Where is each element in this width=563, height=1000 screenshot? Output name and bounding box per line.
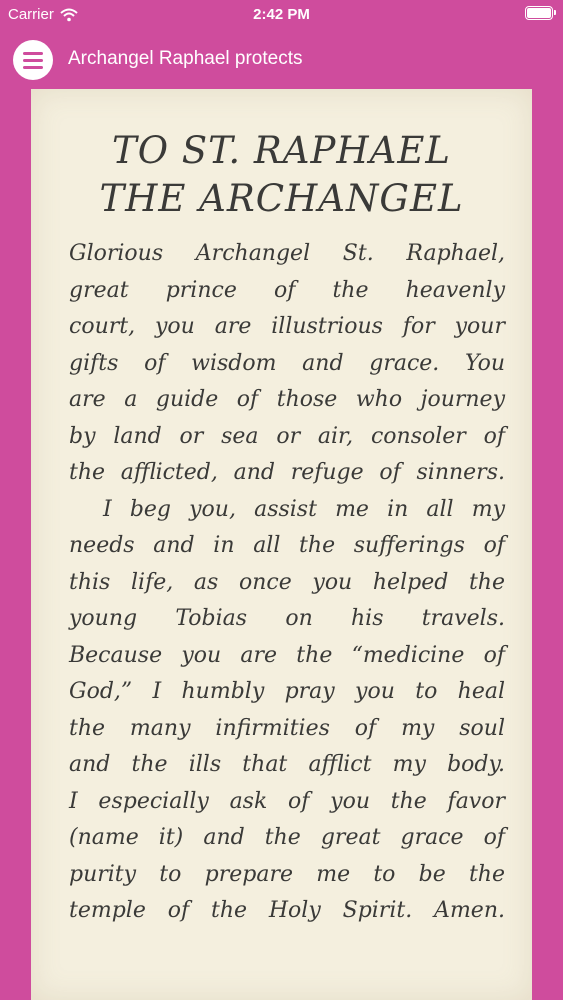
prayer-line: by land or sea or air, consoler of [69,423,505,449]
battery-icon [525,6,553,20]
status-bar [0,0,563,30]
prayer-line: I beg you, assist me in all my [103,496,505,522]
prayer-line: purity to prepare me to be the [69,861,505,887]
prayer-line: Glorious Archangel St. Raphael, [69,241,505,266]
prayer-line: great prince of the heavenly [69,277,505,303]
prayer-title-line: TO ST. RAPHAEL [112,129,451,172]
prayer-line: needs and in all the sufferings of [69,533,505,558]
prayer-line: young Tobias on his travels. [69,606,505,631]
nav-title: Archangel Raphael protects [68,48,303,69]
prayer-text [69,236,505,930]
carrier-label: Carrier [8,6,54,23]
hamburger-menu-icon-bar [23,66,43,69]
prayer-line: the many infirmities of my soul [69,715,505,741]
prayer-line: are a guide of those who journey [69,387,505,412]
prayer-line: (name it) and the great grace of [69,825,505,850]
prayer-line: court, you are illustrious for your [69,314,505,339]
prayer-line: temple of the Holy Spirit. Amen. [69,898,505,923]
hamburger-menu-icon-bar [23,59,43,62]
prayer-line: the afflicted, and refuge of sinners. [69,460,505,485]
prayer-title [31,89,532,223]
prayer-line: this life, as once you helped the [69,569,505,595]
prayer-line: Because you are the “medicine of [69,642,505,668]
prayer-line: God,” I humbly pray you to heal [69,679,505,704]
prayer-line: I especially ask of you the favor [69,788,505,814]
prayer-title-line: THE ARCHANGEL [99,177,464,220]
menu-button[interactable] [13,40,53,80]
hamburger-menu-icon [23,52,43,55]
nav-bar [0,30,563,90]
status-time: 2:42 PM [253,6,310,23]
prayer-line: gifts of wisdom and grace. You [69,350,505,376]
prayer-line: and the ills that afflict my body. [69,752,505,777]
prayer-card-image [31,89,532,1000]
